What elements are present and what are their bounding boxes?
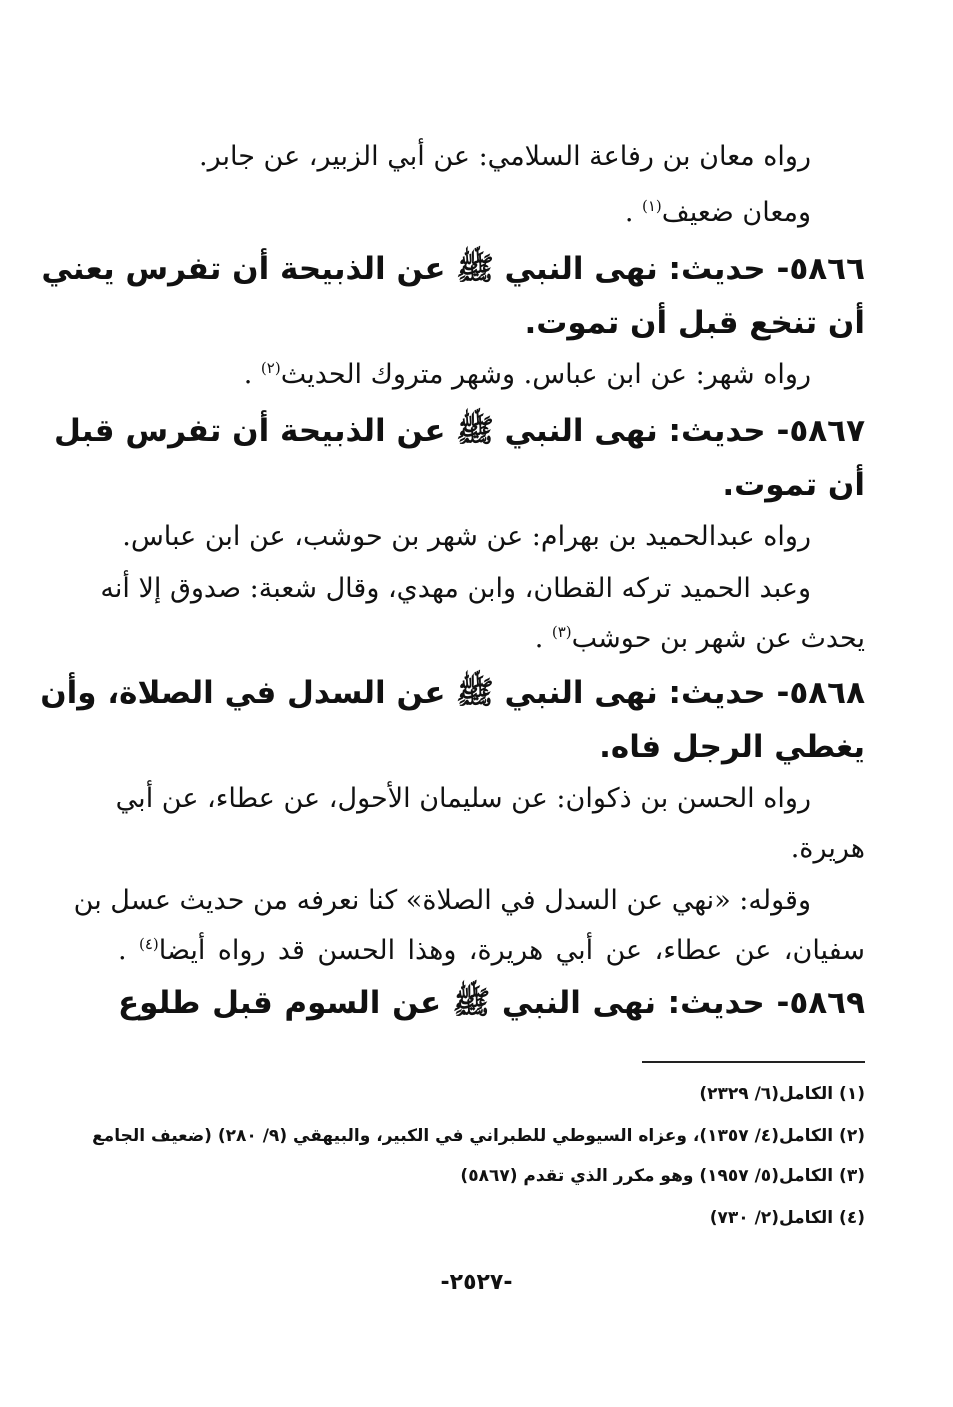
narration-text: ومعان ضعيف <box>661 197 811 228</box>
narration-line: وعبد الحميد تركه القطان، وابن مهدي، وقال شعبة: صدوق إلا أنه <box>100 573 811 604</box>
full-stop: . <box>118 935 127 966</box>
narration-text: يحدث عن شهر بن حوشب <box>571 623 865 654</box>
footnote-2: (٢) الكامل(٤/ ١٣٥٧)، وعزاه السيوطي للطبراني في الكبير، والبيهقي (٩/ ٢٨٠) (ضعيف الجامع <box>92 1126 865 1146</box>
hadith-heading-5869: ٥٨٦٩- حديث: نهى النبي ﷺ عن السوم قبل طلوع <box>118 985 865 1021</box>
hadith-heading-5867-cont: أن تموت. <box>722 467 865 503</box>
narration-text: رواه شهر: عن ابن عباس. وشهر متروك الحديث <box>280 359 811 390</box>
footnote-4: (٤) الكامل(٢/ ٧٣٠) <box>709 1208 865 1228</box>
footnote-3: (٣) الكامل(٥/ ١٩٥٧) وهو مكرر الذي تقدم (٥٨٦٧) <box>460 1166 865 1186</box>
narration-text: سفيان، عن عطاء، عن أبي هريرة، وهذا الحسن قد رواه أيضا <box>158 935 865 966</box>
footnote-ref: (٤) <box>138 935 159 953</box>
narration-line: رواه معان بن رفاعة السلامي: عن أبي الزبير، عن جابر. <box>199 141 811 172</box>
footnote-ref: (٢) <box>260 359 281 377</box>
narration-line <box>244 360 811 390</box>
footnote-ref: (١) <box>642 197 662 215</box>
full-stop: . <box>534 623 544 654</box>
hadith-heading-5868-cont: يغطي الرجل فاه. <box>599 729 865 765</box>
narration-line <box>625 198 811 228</box>
narration-line: وقوله: «نهي عن السدل في الصلاة» كنا نعرفه من حديث عسل بن <box>73 885 811 916</box>
narration-line <box>118 936 865 966</box>
narration-line: رواه عبدالحميد بن بهرام: عن شهر بن حوشب، عن ابن عباس. <box>122 521 811 552</box>
narration-line: رواه الحسن بن ذكوان: عن سليمان الأحول، عن عطاء، عن أبي <box>115 783 811 814</box>
hadith-heading-5866: ٥٨٦٦- حديث: نهى النبي ﷺ عن الذبيحة أن تفرس يعني <box>41 251 865 287</box>
full-stop: . <box>243 359 253 390</box>
narration-line <box>535 624 865 654</box>
footnote-1: (١) الكامل(٦/ ٢٣٢٩) <box>699 1084 865 1104</box>
hadith-heading-5866-cont: أن تنخع قبل أن تموت. <box>524 305 865 341</box>
footnote-separator <box>642 1061 865 1063</box>
hadith-heading-5868: ٥٨٦٨- حديث: نهى النبي ﷺ عن السدل في الصلاة، وأن <box>40 675 865 711</box>
full-stop: . <box>624 197 634 228</box>
page-number: -٢٥٢٧- <box>440 1270 513 1295</box>
narration-line: هريرة. <box>790 833 865 864</box>
hadith-heading-5867: ٥٨٦٧- حديث: نهى النبي ﷺ عن الذبيحة أن تفرس قبل <box>53 413 865 449</box>
footnote-ref: (٣) <box>551 623 572 641</box>
